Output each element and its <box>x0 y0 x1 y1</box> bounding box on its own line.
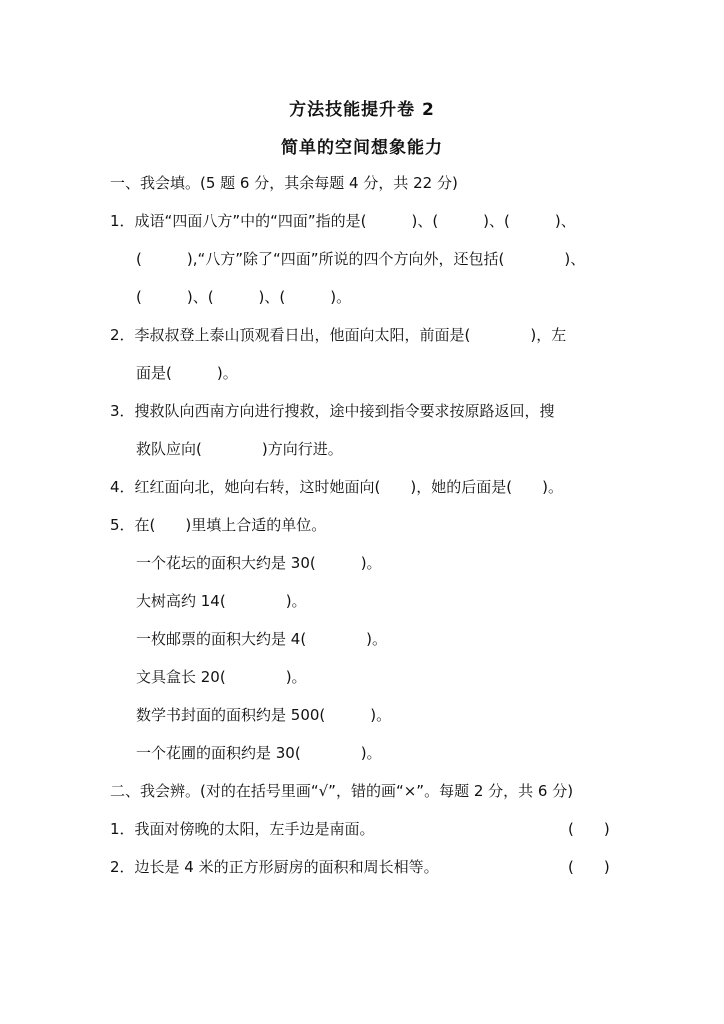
section2-heading-text: 二、我会辨。(对的在括号里画“√”，错的画“×”。每题 2 分，共 6 分) <box>110 782 574 800</box>
q1-line1 <box>0 210 724 232</box>
judge-item <box>0 818 724 840</box>
q3-line1 <box>0 400 724 422</box>
q1-line3-text: ( )、( )、( )。 <box>136 288 352 306</box>
q5-item-text: 一枚邮票的面积大约是 4( )。 <box>136 630 388 648</box>
q5-item-text: 大树高约 14( )。 <box>136 592 307 610</box>
q5-item <box>0 590 724 612</box>
answer-bracket: ( ) <box>568 820 610 838</box>
judge-item <box>0 856 724 878</box>
q3-line1-text: 3．搜救队向西南方向进行搜救，途中接到指令要求按原路返回，搜 <box>110 402 555 420</box>
q5-item <box>0 742 724 764</box>
q4-line <box>0 476 724 498</box>
q5-item <box>0 666 724 688</box>
section1-heading-text: 一、我会填。(5 题 6 分，其余每题 4 分，共 22 分) <box>110 174 458 192</box>
q1-line2 <box>0 248 724 270</box>
q1-line1-text: 1．成语“四面八方”中的“四面”指的是( )、( )、( )、 <box>110 212 576 230</box>
judge-item-text: 1．我面对傍晚的太阳，左手边是南面。 <box>110 820 375 838</box>
q4-text: 4．红红面向北，她向右转，这时她面向( )，她的后面是( )。 <box>110 478 563 496</box>
q2-line2-text: 面是( )。 <box>136 364 238 382</box>
q2-line1-text: 2．李叔叔登上泰山顶观看日出，他面向太阳，前面是( )，左 <box>110 326 567 344</box>
q5-item-text: 一个花圃的面积约是 30( )。 <box>136 744 382 762</box>
q5-item-text: 数学书封面的面积约是 500( )。 <box>136 706 392 724</box>
q2-line1 <box>0 324 724 346</box>
section2-heading <box>0 780 724 802</box>
page-subtitle: 简单的空间想象能力 <box>281 138 443 158</box>
q3-line2 <box>0 438 724 460</box>
section1-heading <box>0 172 724 194</box>
q5-item <box>0 704 724 726</box>
q1-line3 <box>0 286 724 308</box>
q2-line2 <box>0 362 724 384</box>
q5-item <box>0 552 724 574</box>
q5-item-text: 一个花坛的面积大约是 30( )。 <box>136 554 382 572</box>
judge-item-text: 2．边长是 4 米的正方形厨房的面积和周长相等。 <box>110 858 439 876</box>
q5-stem <box>0 514 724 536</box>
q5-item <box>0 628 724 650</box>
q3-line2-text: 救队应向( )方向行进。 <box>136 440 343 458</box>
page-title: 方法技能提升卷 2 <box>289 100 435 120</box>
q5-stem-text: 5．在( )里填上合适的单位。 <box>110 516 327 534</box>
q5-item-text: 文具盒长 20( )。 <box>136 668 307 686</box>
q1-line2-text: ( ),“八方”除了“四面”所说的四个方向外，还包括( )、 <box>136 250 586 268</box>
answer-bracket: ( ) <box>568 858 610 876</box>
